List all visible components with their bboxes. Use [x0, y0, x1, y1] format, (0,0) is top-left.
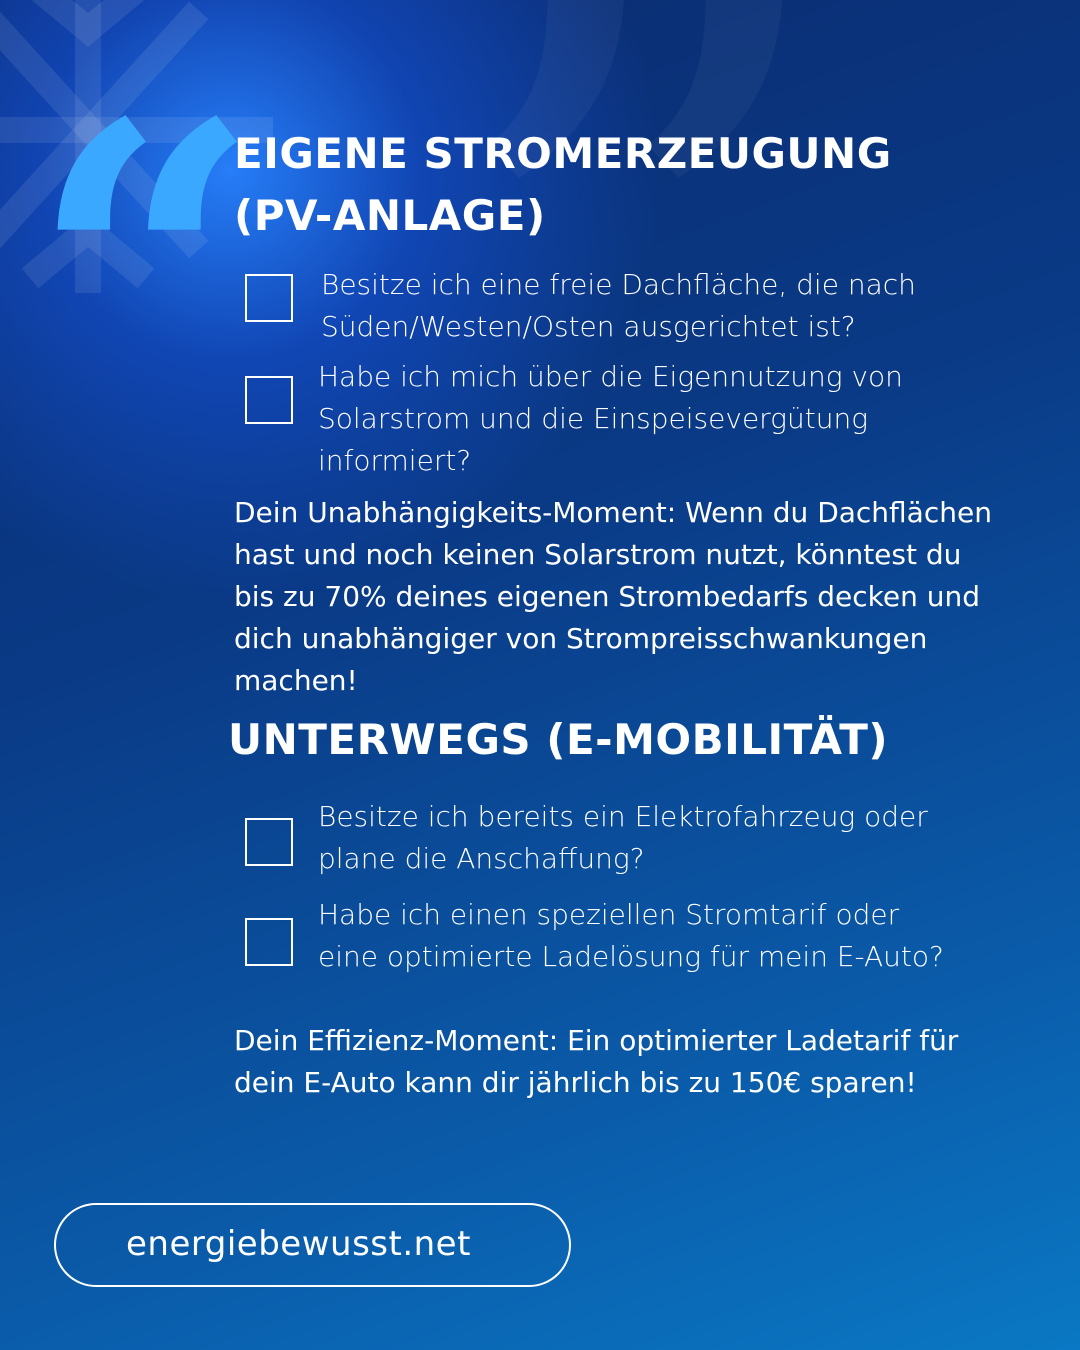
checklist-text-line: Solarstrom und die Einspeisevergütung — [318, 402, 869, 435]
checkbox-stromtarif[interactable] — [245, 918, 293, 966]
checklist-text-line: Besitze ich bereits ein Elektrofahrzeug oder — [318, 800, 928, 833]
checklist-text — [318, 356, 1008, 482]
checkbox-eigennutzung[interactable] — [245, 376, 293, 424]
note-line: Dein Effizienz-Moment: Ein optimierter Ladetarif für — [234, 1024, 959, 1057]
section-heading-pv — [234, 123, 1034, 247]
note-line: Dein Unabhängigkeits-Moment: Wenn du Dachflächen — [234, 496, 992, 529]
checklist-text-line: Habe ich mich über die Eigennutzung von — [318, 360, 903, 393]
opening-quote-icon: “ — [30, 37, 231, 507]
note-line: dein E-Auto kann dir jährlich bis zu 150€ sparen! — [234, 1066, 917, 1099]
checklist-text-line: Besitze ich eine freie Dachfläche, die nach — [321, 268, 916, 301]
note-line: machen! — [234, 664, 358, 697]
note-unabhaengigkeit — [234, 492, 1009, 702]
section-heading-pv-line1: EIGENE STROMERZEUGUNG — [234, 129, 892, 178]
website-link-button[interactable] — [54, 1203, 571, 1287]
checklist-text — [321, 264, 1011, 348]
checklist-text-line: Süden/Westen/Osten ausgerichtet ist? — [321, 310, 856, 343]
section-heading-emobilitaet: UNTERWEGS (E-MOBILITÄT) — [228, 715, 889, 764]
note-effizienz — [234, 1020, 1009, 1104]
checklist-text-line: Habe ich einen speziellen Stromtarif oder — [318, 898, 900, 931]
website-link-text: energiebewusst.net — [126, 1224, 471, 1264]
section-heading-pv-line2: (PV-ANLAGE) — [234, 191, 546, 240]
checkbox-elektrofahrzeug[interactable] — [245, 818, 293, 866]
note-line: dich unabhängiger von Strompreisschwankungen — [234, 622, 928, 655]
checklist-text-line: eine optimierte Ladelösung für mein E-Auto? — [318, 940, 944, 973]
note-line: hast und noch keinen Solarstrom nutzt, könntest du — [234, 538, 962, 571]
note-line: bis zu 70% deines eigenen Strombedarfs decken und — [234, 580, 980, 613]
checkbox-dachflaeche[interactable] — [245, 274, 293, 322]
checklist-text-line: plane die Anschaffung? — [318, 842, 645, 875]
checklist-text — [318, 894, 1008, 978]
checklist-text — [318, 796, 1008, 880]
checklist-text-line: informiert? — [318, 444, 472, 477]
